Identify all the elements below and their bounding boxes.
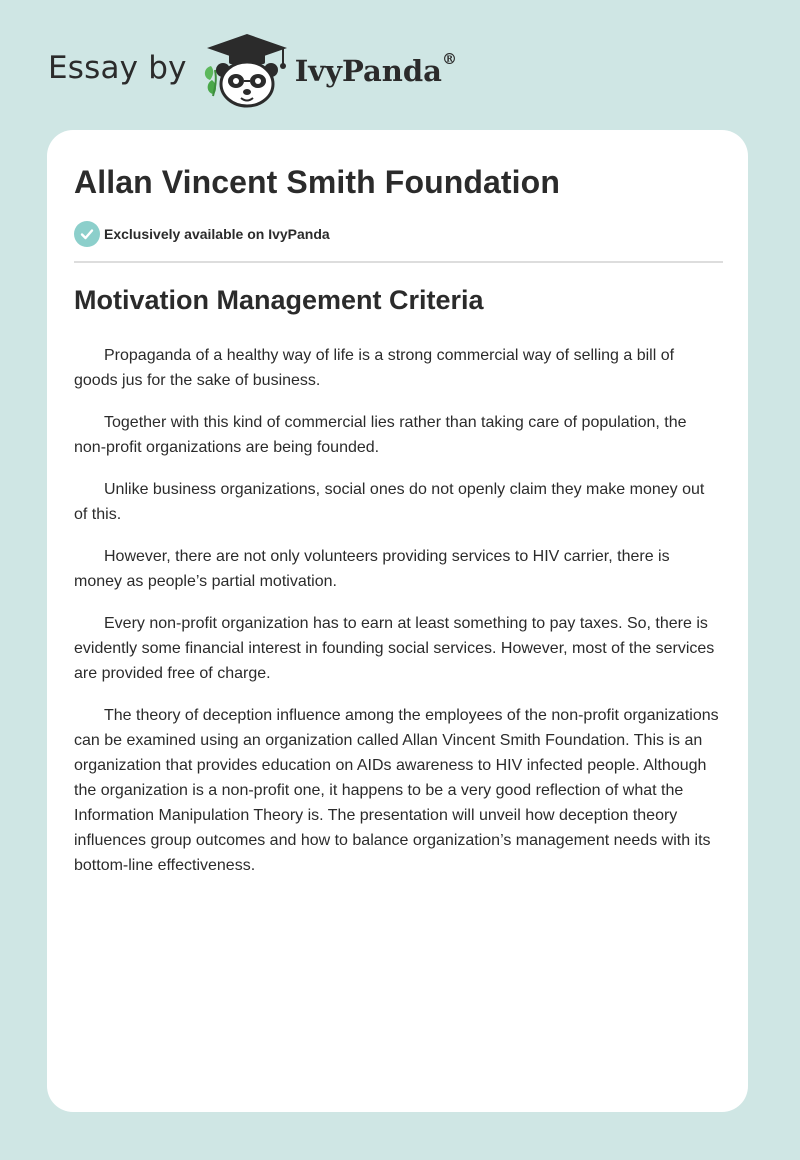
section-title: Motivation Management Criteria: [74, 285, 484, 315]
exclusive-badge: [74, 221, 330, 247]
essay-body: [74, 343, 719, 895]
paragraph: The theory of deception influence among the employees of the non-profit organizations can be examined using an organization called Allan Vincent Smith Foundation. This is an organization that provides education on AIDs awareness to HIV infected people. Although the organization is a non-profit one, it happens to be a very good reflection of what the Information Manipulation Theory is. The presentation will unveil how deception theory influences group outcomes and how to balance organization’s management needs with its bottom-line effectiveness.: [74, 707, 719, 874]
paragraph: Propaganda of a healthy way of life is a strong commercial way of selling a bill of goods jus for the sake of business.: [74, 347, 675, 389]
page-title: Allan Vincent Smith Foundation: [74, 164, 560, 200]
essay-card: [47, 130, 748, 1112]
paragraph: However, there are not only volunteers providing services to HIV carrier, there is money as people’s partial motivation.: [74, 548, 670, 590]
essay-by-label: Essay by: [48, 50, 187, 86]
exclusive-label: Exclusively available on IvyPanda: [104, 226, 330, 242]
registered-mark: ®: [441, 50, 457, 68]
paragraph: Together with this kind of commercial lies rather than taking care of population, the non-profit organizations are being founded.: [74, 414, 687, 456]
divider: [74, 261, 723, 263]
panda-graduate-logo-icon[interactable]: [201, 30, 293, 110]
site-header: [48, 30, 457, 110]
check-icon: [74, 221, 100, 247]
brand-text: IvyPanda: [294, 54, 442, 88]
brand-name: [294, 50, 457, 88]
paragraph: Every non-profit organization has to earn at least something to pay taxes. So, there is evidently some financial interest in founding social services. However, most of the services are provided free of charge.: [74, 615, 715, 682]
paragraph: Unlike business organizations, social ones do not openly claim they make money out of this.: [74, 481, 705, 523]
